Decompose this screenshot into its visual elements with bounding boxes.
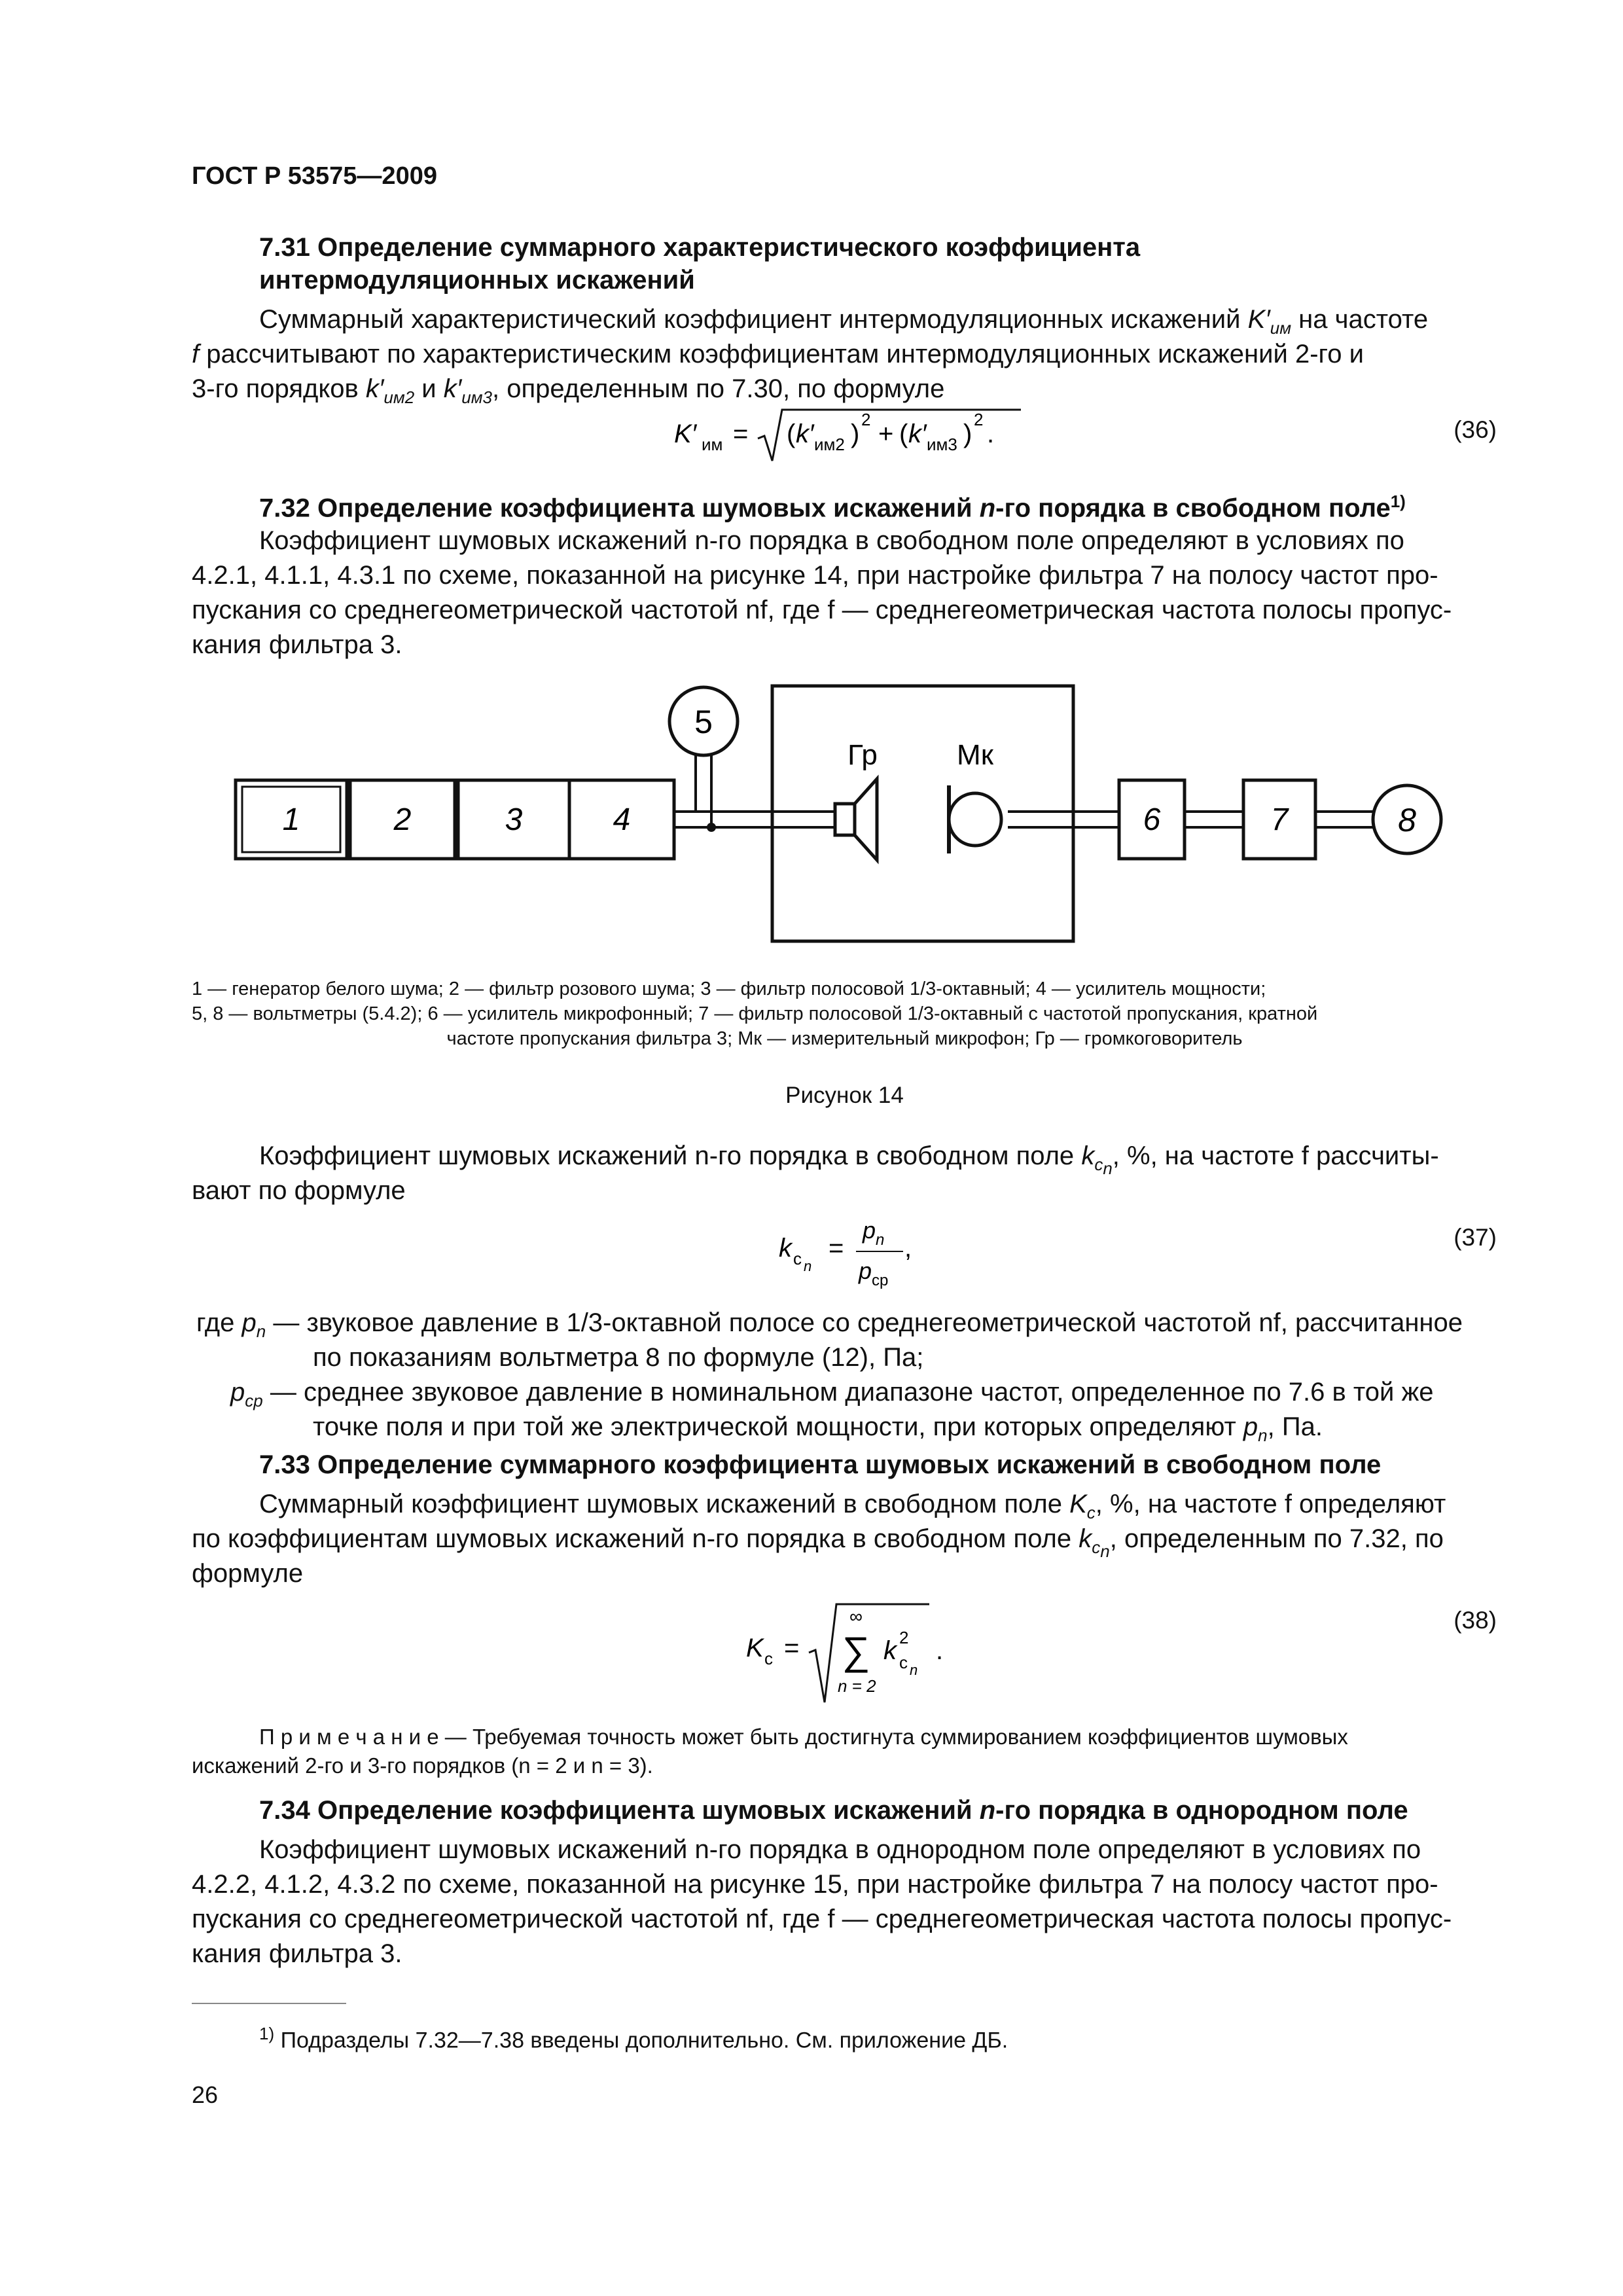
box-7 [1243, 780, 1315, 859]
note-line2: искажений 2-го и 3-го порядков (n = 2 и n = 3). [192, 1753, 653, 1778]
definition-p-n: где $p_n$ — звуковое давление в 1/3-октавной полосе со среднегеометрической частотой nf, рассчитанное [196, 1308, 1463, 1341]
svg-text:им2: им2 [814, 435, 845, 454]
svg-text:.: . [987, 420, 995, 448]
paragraph-7-34-line1: Коэффициент шумовых искажений n-го порядка в однородном поле определяют в условиях по [259, 1835, 1421, 1864]
definition-p-cp-line2: точке поля и при той же электрической мощности, при которых определяют $p_n$, Па. [313, 1412, 1323, 1445]
heading-7-34: 7.34 Определение коэффициента шумовых искажений n-го порядка в однородном поле [259, 1796, 1408, 1825]
svg-text:c: c [899, 1653, 908, 1672]
heading-7-31-line1: 7.31 Определение суммарного характеристического коэффициента [259, 233, 1141, 262]
box-1 [236, 780, 347, 859]
svg-text:Гр: Гр [847, 739, 878, 771]
measurement-chamber [772, 686, 1073, 941]
paragraph-7-32-line4: кания фильтра 3. [192, 630, 402, 659]
formula-37 [772, 1211, 929, 1296]
box-6 [1119, 780, 1185, 859]
page-number: 26 [192, 2081, 219, 2108]
heading-7-32: 7.32 Определение коэффициента шумовых искажений n-го порядка в свободном поле$^{1)}$ [259, 492, 1406, 523]
paragraph-7-33-line2: по коэффициентам шумовых искажений n-го порядка в свободном поле $k_{c_n}$, определенным по 7.32, по [192, 1524, 1444, 1562]
box-3 [458, 780, 569, 859]
svg-text:c: c [793, 1249, 802, 1268]
formula-38 [740, 1587, 975, 1712]
paragraph-k-cn-line2: вают по формуле [192, 1176, 406, 1205]
svg-text:им: им [702, 435, 723, 454]
svg-text:2: 2 [861, 410, 871, 429]
svg-text:2: 2 [393, 802, 412, 837]
svg-text:им3: им3 [927, 435, 957, 454]
svg-text:k′: k′ [796, 420, 814, 448]
svg-text:6: 6 [1143, 802, 1161, 837]
paragraph-7-31-line2: f рассчитывают по характеристическим коэффициентам интермодуляционных искажений 2-го и [192, 340, 1364, 368]
paragraph-7-33-line1: Суммарный коэффициент шумовых искажений в свободном поле $K_c$, %, на частоте f определяют [259, 1490, 1446, 1522]
svg-text:(: ( [787, 420, 796, 448]
svg-text:∞: ∞ [849, 1606, 863, 1626]
svg-text:4: 4 [613, 802, 631, 837]
svg-text:): ) [851, 420, 860, 448]
svg-text:2: 2 [899, 1628, 909, 1647]
svg-text:ср: ср [872, 1272, 889, 1289]
svg-text:.: . [936, 1636, 944, 1665]
document-code: ГОСТ Р 53575—2009 [192, 162, 437, 190]
paragraph-7-32-line2: 4.2.1, 4.1.1, 4.3.1 по схеме, показанной на рисунке 14, при настройке фильтра 7 на полосу частот про- [192, 561, 1438, 590]
svg-text:n: n [910, 1662, 918, 1678]
paragraph-7-34-line3: пускания со среднегеометрической частотой nf, где f — среднегеометрическая частота полосы пропус- [192, 1905, 1452, 1933]
svg-text:k: k [779, 1234, 792, 1263]
paragraph-7-34-line2: 4.2.2, 4.1.2, 4.3.2 по схеме, показанной на рисунке 15, при настройке фильтра 7 на полосу частот про- [192, 1870, 1438, 1899]
paragraph-7-32-line3: пускания со среднегеометрической частотой nf, где f — среднегеометрическая частота полосы пропус- [192, 596, 1452, 624]
svg-text:=: = [829, 1234, 844, 1263]
svg-text:p: p [859, 1257, 872, 1284]
svg-text:=: = [733, 420, 749, 448]
svg-text:c: c [764, 1649, 773, 1668]
formula-36 [668, 406, 1086, 465]
svg-text:+: + [878, 420, 894, 448]
equation-number-36: (36) [1454, 416, 1497, 443]
paragraph-7-34-line4: кания фильтра 3. [192, 1939, 402, 1968]
note-line1: П р и м е ч а н и е — Требуемая точность может быть достигнута суммированием коэффициентов шумовых [259, 1725, 1348, 1749]
heading-7-33: 7.33 Определение суммарного коэффициента шумовых искажений в свободном поле [259, 1450, 1382, 1479]
svg-text:=: = [784, 1634, 800, 1662]
box-4 [569, 780, 674, 859]
footnote: $^{1)}$ Подразделы 7.32—7.38 введены дополнительно. См. приложение ДБ. [259, 2024, 1008, 2053]
svg-text:,: , [904, 1234, 912, 1263]
heading-7-31-line2: интермодуляционных искажений [259, 266, 695, 295]
footnote-divider [192, 2003, 346, 2004]
equation-number-37: (37) [1454, 1224, 1497, 1251]
svg-text:Мк: Мк [957, 739, 993, 771]
svg-text:(: ( [899, 420, 908, 448]
svg-text:K: K [746, 1634, 764, 1662]
svg-text:k: k [883, 1636, 897, 1665]
svg-text:3: 3 [505, 802, 523, 837]
svg-text:k′: k′ [908, 420, 927, 448]
svg-text:n: n [876, 1231, 885, 1249]
svg-text:p: p [863, 1217, 876, 1244]
figure-caption-line3: частоте пропускания фильтра 3; Мк — измерительный микрофон; Гр — громкоговоритель [446, 1028, 1243, 1049]
definition-p-n-line2: по показаниям вольтметра 8 по формуле (12), Па; [313, 1343, 924, 1372]
figure-title: Рисунок 14 [785, 1083, 904, 1108]
meter-5 [669, 687, 738, 755]
paragraph-7-31-line3: 3-го порядков $k'_{им2}$ и $k'_{им3}$, определенным по 7.30, по формуле [192, 374, 945, 407]
paragraph-7-31-line1: Суммарный характеристический коэффициент интермодуляционных искажений $K'_{им}$ на частоте [259, 305, 1429, 338]
svg-text:1: 1 [282, 802, 300, 837]
meter-8 [1373, 785, 1441, 853]
loudspeaker-icon [835, 739, 878, 860]
symbol-K-im: $K'_{им}$ [1247, 305, 1292, 338]
paragraph-7-32-line1: Коэффициент шумовых искажений n-го порядка в свободном поле определяют в условиях по [259, 526, 1404, 555]
svg-text:8: 8 [1398, 802, 1416, 838]
figure-caption-line2: 5, 8 — вольтметры (5.4.2); 6 — усилитель микрофонный; 7 — фильтр полосовой 1/3-октавный с частотой пропускания, кратной [192, 1003, 1318, 1024]
svg-text:∑: ∑ [842, 1629, 870, 1673]
equation-number-38: (38) [1454, 1607, 1497, 1634]
figure-caption-line1: 1 — генератор белого шума; 2 — фильтр розового шума; 3 — фильтр полосовой 1/3-октавный; 4 — усилитель мощности; [192, 978, 1266, 999]
svg-text:K′: K′ [674, 420, 697, 448]
definition-p-cp: $p_{ср}$ — среднее звуковое давление в номинальном диапазоне частот, определенное по 7.6 в той же [230, 1378, 1434, 1410]
svg-text:n = 2: n = 2 [838, 1676, 876, 1696]
svg-text:2: 2 [974, 410, 984, 429]
svg-text:n: n [804, 1258, 812, 1274]
paragraph-k-cn-line1: Коэффициент шумовых искажений n-го порядка в свободном поле $k_{c_n}$, %, на частоте f рассчиты- [259, 1141, 1439, 1179]
figure-14-diagram [223, 681, 1466, 956]
box-2 [350, 780, 455, 859]
microphone-icon [949, 739, 1001, 853]
svg-text:5: 5 [694, 704, 713, 740]
svg-text:): ) [963, 420, 972, 448]
paragraph-7-33-line3: формуле [192, 1559, 304, 1588]
svg-text:7: 7 [1270, 802, 1289, 837]
